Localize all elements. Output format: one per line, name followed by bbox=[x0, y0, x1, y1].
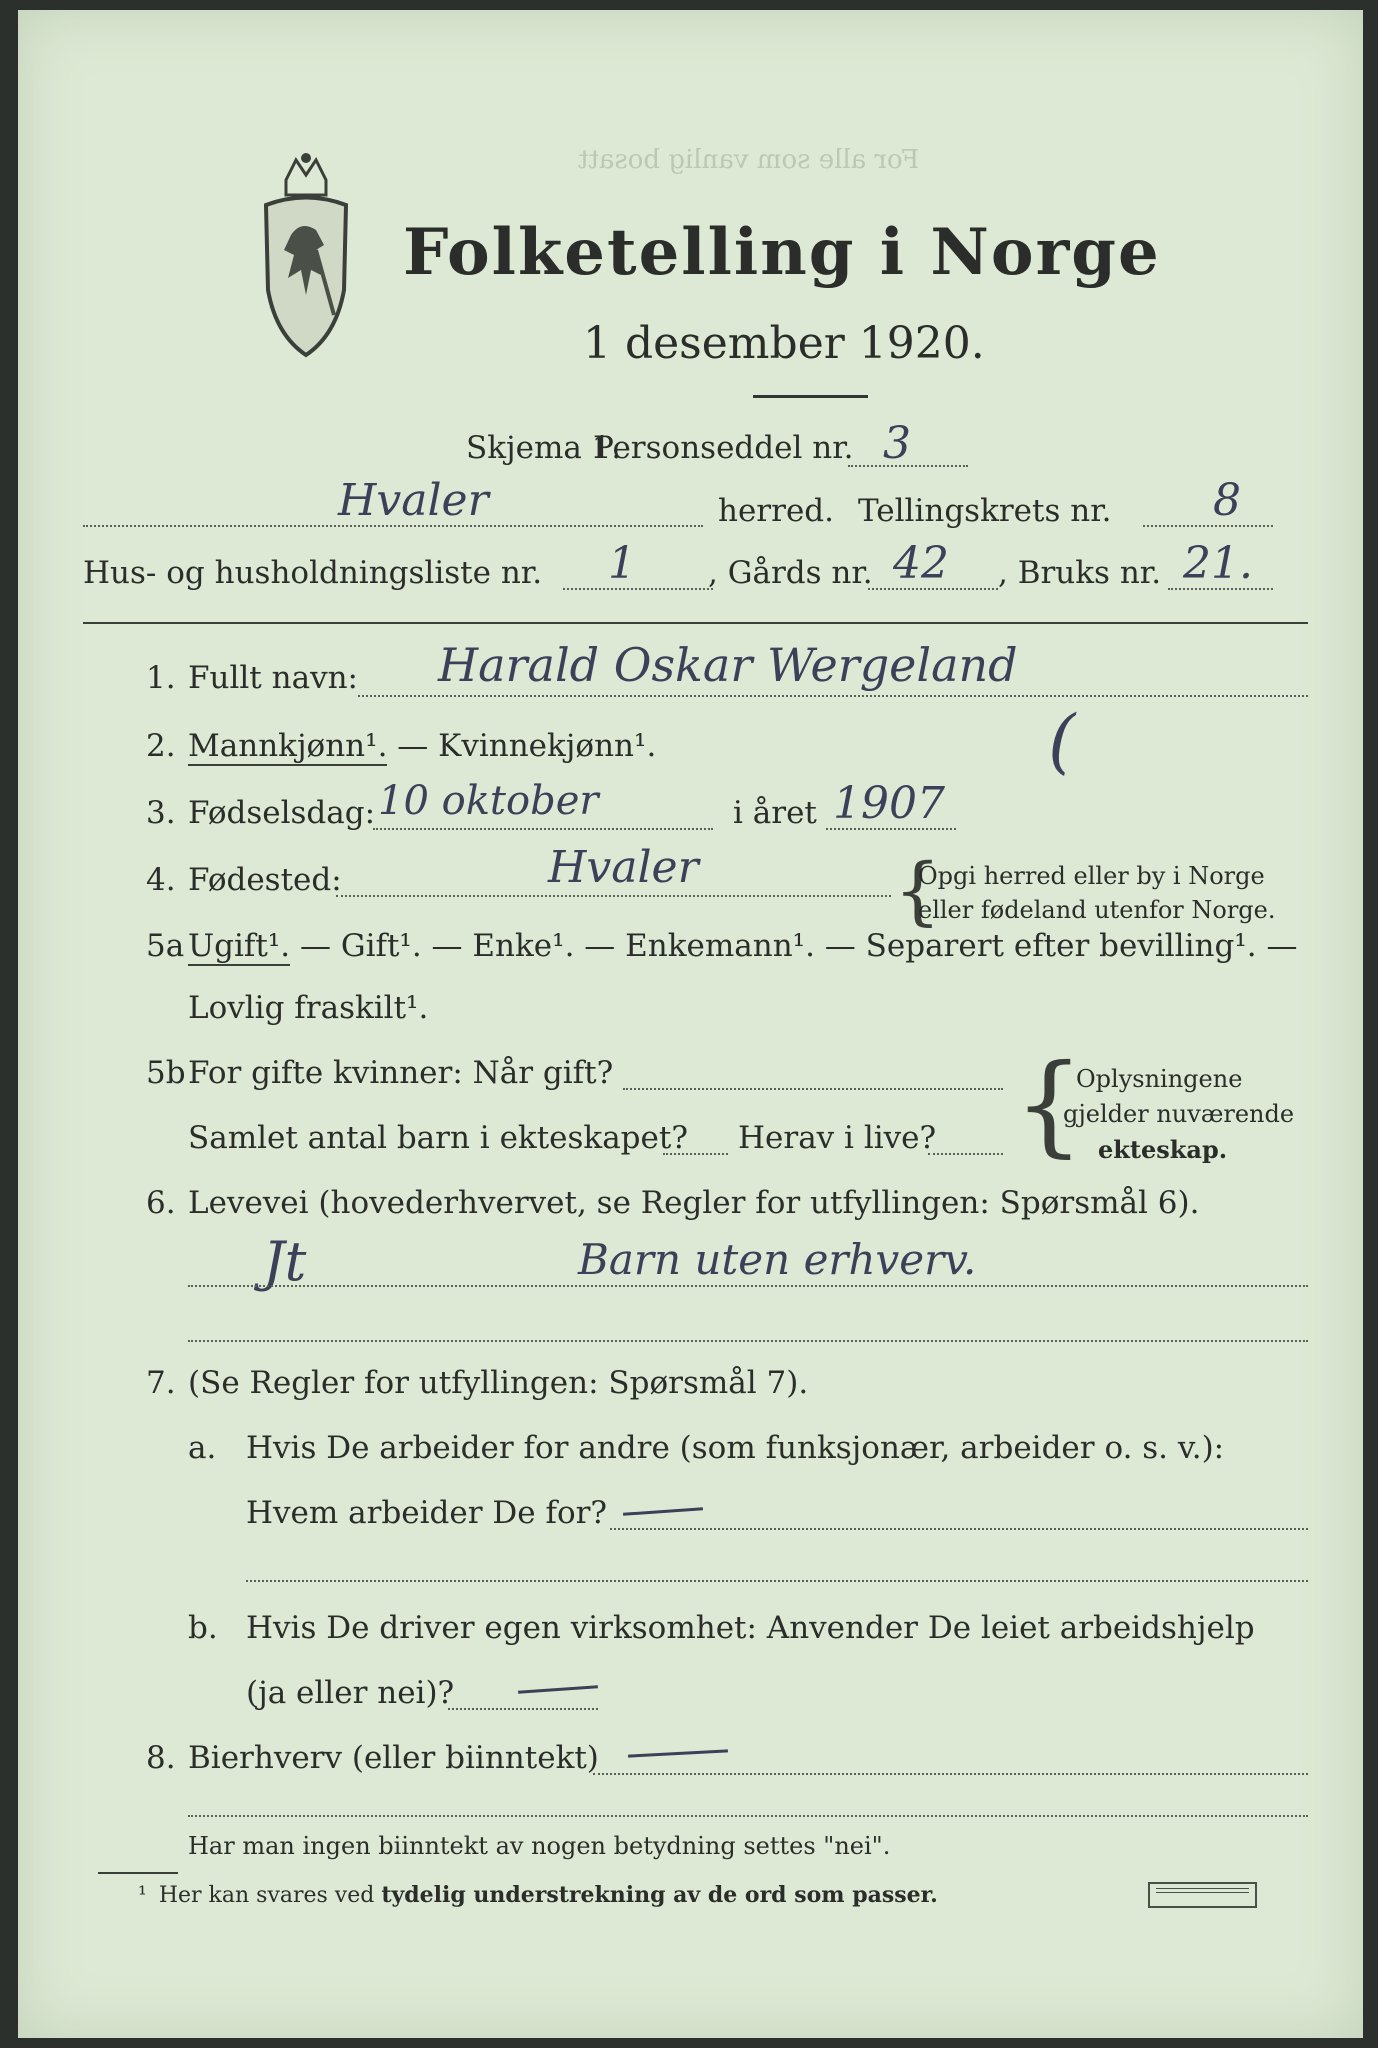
occupation-line-1 bbox=[188, 1285, 1308, 1287]
q4-number: 4. bbox=[146, 862, 176, 898]
herav-label: Herav i live? bbox=[738, 1120, 937, 1156]
footnote bbox=[138, 1882, 938, 1908]
footnote-text: Her kan svares ved bbox=[158, 1883, 382, 1908]
employer-dash bbox=[623, 1507, 703, 1516]
printer-stamp bbox=[1148, 1882, 1257, 1908]
side-income-line[interactable] bbox=[593, 1773, 1308, 1775]
alive-count-line[interactable] bbox=[928, 1153, 1003, 1155]
q7-label: (Se Regler for utfyllingen: Spørsmål 7). bbox=[188, 1365, 809, 1401]
birthplace-value[interactable]: Hvaler bbox=[548, 842, 699, 893]
option-sep: — bbox=[387, 728, 439, 764]
handwritten-mark: ( bbox=[1048, 700, 1076, 782]
census-form bbox=[18, 10, 1363, 2038]
q8-label: Bierhverv (eller biinntekt) bbox=[188, 1740, 599, 1776]
marital-options[interactable] bbox=[188, 928, 1297, 964]
q5b-number: 5b bbox=[146, 1055, 186, 1091]
header-rule bbox=[83, 622, 1308, 624]
schema-label: Skjema 1. bbox=[466, 430, 622, 466]
occupation-code[interactable]: Jt bbox=[263, 1230, 307, 1293]
q1-label: Fullt navn: bbox=[188, 660, 358, 696]
ekteskap-note-2: gjelder nuværende bbox=[1063, 1100, 1295, 1128]
lovlig-fraskilt-option[interactable]: Lovlig fraskilt¹. bbox=[188, 990, 429, 1026]
birthday-value[interactable]: 10 oktober bbox=[378, 778, 599, 824]
q7a-letter: a. bbox=[188, 1430, 217, 1466]
children-count-line[interactable] bbox=[663, 1153, 728, 1155]
biinntekt-note: Har man ingen biinntekt av nogen betydning settes "nei". bbox=[188, 1832, 891, 1860]
footnote-mark: ¹ bbox=[138, 1883, 147, 1908]
q5b-line1: For gifte kvinner: Når gift? bbox=[188, 1055, 614, 1091]
herred-label: herred. bbox=[718, 493, 834, 529]
side-income-line-2 bbox=[188, 1815, 1308, 1817]
q3-label: Fødselsdag: bbox=[188, 795, 376, 831]
sex-options[interactable] bbox=[188, 728, 656, 764]
personseddel-value[interactable]: 3 bbox=[883, 418, 911, 469]
bruks-value[interactable]: 21. bbox=[1183, 538, 1253, 589]
q7b-question: (ja eller nei)? bbox=[246, 1675, 455, 1711]
full-name-value[interactable]: Harald Oskar Wergeland bbox=[438, 638, 1018, 692]
female-option[interactable]: Kvinnekjønn¹. bbox=[438, 728, 657, 764]
hus-line bbox=[563, 588, 713, 590]
tellingskrets-value[interactable]: 8 bbox=[1213, 475, 1241, 526]
q1-number: 1. bbox=[146, 660, 176, 696]
q7b-text: Hvis De driver egen virksomhet: Anvender De leiet arbeidshjelp bbox=[246, 1610, 1255, 1646]
note-brace: { bbox=[894, 848, 942, 934]
form-title: Folketelling i Norge bbox=[403, 215, 1161, 290]
q5b-line2: Samlet antal barn i ekteskapet? bbox=[188, 1120, 688, 1156]
q5a-number: 5a bbox=[146, 928, 185, 964]
tellingskrets-line bbox=[1143, 525, 1273, 527]
occupation-value[interactable]: Barn uten erhverv. bbox=[578, 1235, 977, 1284]
gards-label: , Gårds nr. bbox=[708, 555, 873, 591]
ekteskap-note-3: ekteskap. bbox=[1098, 1135, 1228, 1164]
coat-of-arms-icon bbox=[246, 150, 366, 364]
bleed-through-text: For alle som vanlig bosatt bbox=[578, 145, 920, 175]
title-rule bbox=[753, 395, 868, 398]
hired-help-line[interactable] bbox=[448, 1708, 598, 1710]
ekteskap-brace: { bbox=[1014, 1040, 1084, 1168]
hus-value[interactable]: 1 bbox=[608, 538, 636, 589]
q4-label: Fødested: bbox=[188, 862, 342, 898]
birthplace-note-1: Opgi herred eller by i Norge bbox=[918, 862, 1265, 890]
hus-label: Hus- og husholdningsliste nr. bbox=[83, 555, 543, 591]
birthplace-note-2: eller fødeland utenfor Norge. bbox=[918, 896, 1276, 924]
married-when-line[interactable] bbox=[623, 1088, 1003, 1090]
q7a-question: Hvem arbeider De for? bbox=[246, 1495, 608, 1531]
male-option[interactable]: Mannkjønn¹. bbox=[188, 728, 388, 764]
q6-number: 6. bbox=[146, 1185, 176, 1221]
other-marital-options[interactable]: — Gift¹. — Enke¹. — Enkemann¹. — Separert efter bevilling¹. — bbox=[290, 928, 1298, 964]
ugift-option[interactable]: Ugift¹. bbox=[188, 928, 291, 964]
q1-line bbox=[358, 695, 1308, 697]
q7b-letter: b. bbox=[188, 1610, 218, 1646]
personseddel-label: Personseddel nr. bbox=[593, 430, 854, 466]
q6-label: Levevei (hovederhvervet, se Regler for utfyllingen: Spørsmål 6). bbox=[188, 1185, 1200, 1221]
employer-line[interactable] bbox=[610, 1528, 1308, 1530]
employer-line-2 bbox=[246, 1580, 1308, 1582]
year-label: i året bbox=[733, 795, 817, 831]
ekteskap-note-1: Oplysningene bbox=[1076, 1065, 1243, 1093]
birthplace-line bbox=[336, 895, 891, 897]
q7-number: 7. bbox=[146, 1365, 176, 1401]
footnote-rule bbox=[98, 1872, 178, 1874]
year-value[interactable]: 1907 bbox=[833, 778, 945, 829]
census-date: 1 desember 1920. bbox=[583, 318, 985, 369]
occupation-line-2 bbox=[188, 1340, 1308, 1342]
herred-value[interactable]: Hvaler bbox=[338, 475, 489, 526]
gards-value[interactable]: 42 bbox=[893, 538, 949, 589]
tellingskrets-label: Tellingskrets nr. bbox=[858, 493, 1112, 529]
bruks-label: , Bruks nr. bbox=[998, 555, 1162, 591]
q3-number: 3. bbox=[146, 795, 176, 831]
q2-number: 2. bbox=[146, 728, 176, 764]
q8-number: 8. bbox=[146, 1740, 176, 1776]
q7a-text: Hvis De arbeider for andre (som funksjonær, arbeider o. s. v.): bbox=[246, 1430, 1225, 1466]
birthday-line bbox=[373, 828, 713, 830]
side-income-dash bbox=[628, 1749, 728, 1757]
hired-help-dash bbox=[518, 1685, 598, 1694]
footnote-emphasis: tydelig understrekning av de ord som passer. bbox=[381, 1882, 938, 1908]
